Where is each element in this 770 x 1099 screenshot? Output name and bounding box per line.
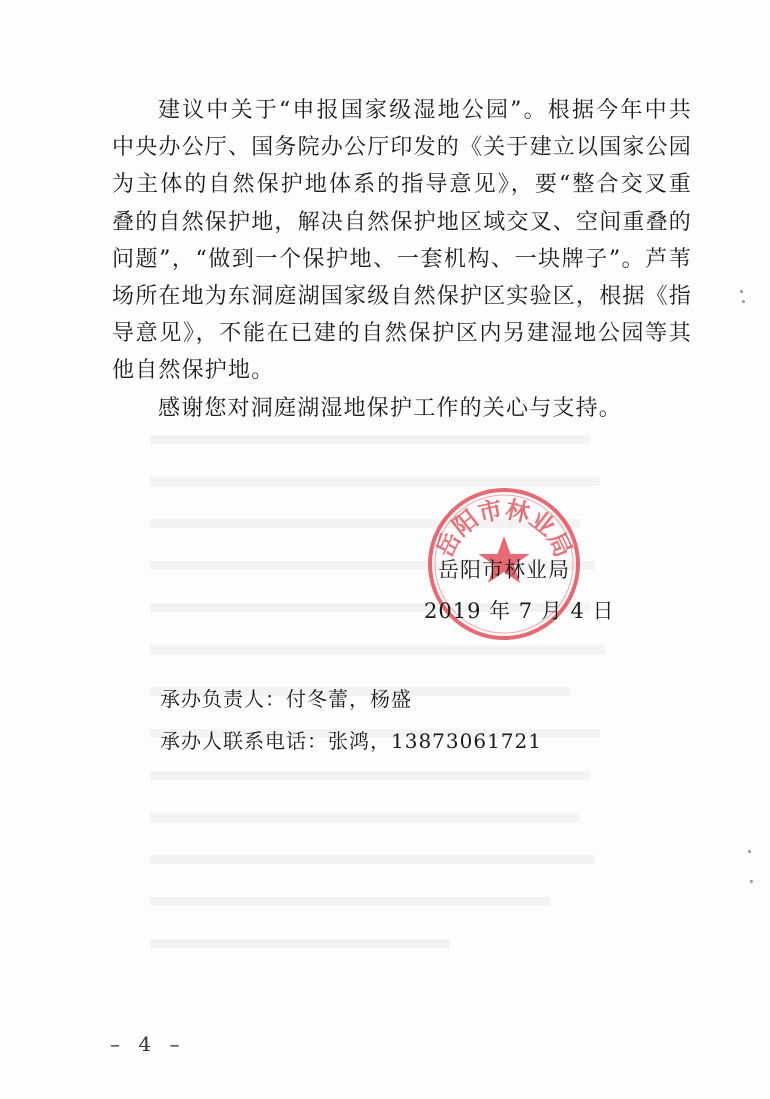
- paragraph-proposal-reply: 建议中关于“申报国家级湿地公园”。根据今年中共中央办公厅、国务院办公厅印发的《关于建立以国家公园为主体的自然保护地体系的指导意见》，要“整合交叉重叠的自然保护地，解决自然保护地区域交叉、空间重叠的问题”，“做到一个保护地、一套机构、一块牌子”。芦苇场所在地为东洞庭湖国家级自然保护区实验区，根据《指导意见》，不能在已建的自然保护区内另建湿地公园等其他自然保护地。: [112, 98, 693, 384]
- responsible-persons: 承办负责人：付冬蕾，杨盛: [160, 687, 412, 711]
- contact-phone: 承办人联系电话：张鸿，13873061721: [160, 729, 542, 753]
- issuer-signature: 岳阳市林业局: [438, 558, 570, 582]
- scan-speck: [742, 300, 745, 303]
- scan-speck: [740, 290, 743, 293]
- svg-text:岳阳市林业局: 岳阳市林业局: [429, 494, 579, 562]
- body-text: [112, 92, 692, 427]
- scan-speck: [750, 880, 753, 883]
- page-number: – 4 –: [110, 1032, 186, 1056]
- paragraph-thanks: 感谢您对洞庭湖湿地保护工作的关心与支持。: [158, 395, 623, 421]
- issue-date: 2019 年 7 月 4 日: [424, 599, 615, 623]
- scan-speck: [748, 850, 751, 853]
